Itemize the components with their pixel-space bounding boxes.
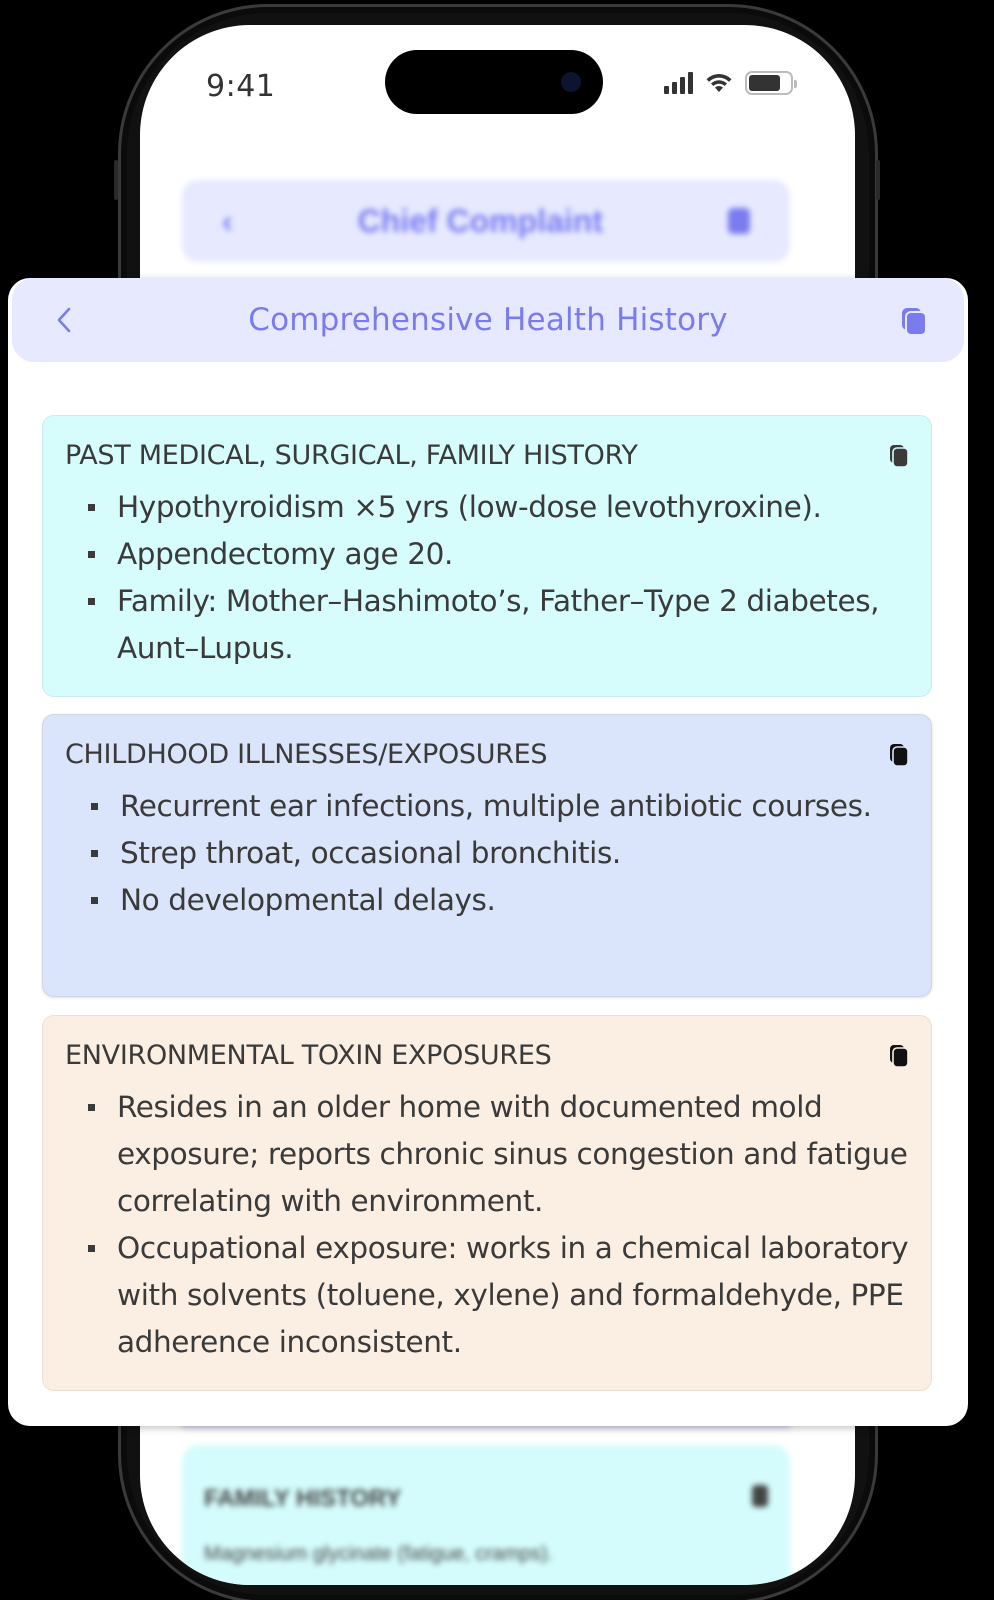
page-title: Comprehensive Health History <box>248 302 728 338</box>
background-card-copy-icon <box>752 1485 768 1507</box>
wifi-icon <box>705 72 733 94</box>
section-copy-button[interactable] <box>889 444 909 468</box>
section-card-environmental <box>42 1015 932 1391</box>
sheet-header <box>12 278 964 362</box>
background-copy-icon <box>728 208 750 234</box>
section-card-past-medical <box>42 415 932 697</box>
background-header-title: Chief Complaint <box>357 202 603 239</box>
copy-icon <box>889 444 909 468</box>
camera-icon <box>561 72 581 92</box>
status-icons <box>664 71 793 95</box>
list-item: Resides in an older home with documented mold exposure; reports chronic sinus congestion and fatigue correlating with environment. <box>117 1084 911 1225</box>
background-card <box>182 1445 790 1585</box>
chevron-left-icon <box>56 306 72 334</box>
section-list <box>65 1084 911 1366</box>
copy-icon <box>900 306 928 336</box>
background-header <box>182 180 790 262</box>
section-title: CHILDHOOD ILLNESSES/EXPOSURES <box>65 739 548 770</box>
cellular-signal-icon <box>664 72 693 94</box>
background-card-title: FAMILY HISTORY <box>204 1485 402 1512</box>
section-title: PAST MEDICAL, SURGICAL, FAMILY HISTORY <box>65 440 638 471</box>
section-copy-button[interactable] <box>889 1044 909 1068</box>
list-item: Family: Mother–Hashimoto’s, Father–Type 2 diabetes, Aunt–Lupus. <box>117 578 911 672</box>
background-back-icon: ‹ <box>222 202 233 239</box>
phone-power-button <box>876 160 880 200</box>
list-item: No developmental delays. <box>120 877 911 924</box>
dynamic-island <box>385 50 603 114</box>
section-card-childhood <box>42 714 932 997</box>
list-item: Appendectomy age 20. <box>117 531 911 578</box>
back-button[interactable] <box>50 306 78 334</box>
section-title: ENVIRONMENTAL TOXIN EXPOSURES <box>65 1040 552 1071</box>
status-time: 9:41 <box>206 69 276 104</box>
list-item: Occupational exposure: works in a chemical laboratory with solvents (toluene, xylene) and formaldehyde, PPE adherence inconsistent. <box>117 1225 911 1366</box>
list-item: Hypothyroidism ×5 yrs (low-dose levothyroxine). <box>117 484 911 531</box>
health-history-sheet <box>8 278 968 1426</box>
copy-icon <box>889 1044 909 1068</box>
copy-all-button[interactable] <box>900 306 928 336</box>
copy-icon <box>889 743 909 767</box>
list-item: Recurrent ear infections, multiple antibiotic courses. <box>120 783 911 830</box>
battery-icon <box>745 71 793 95</box>
background-card-text: Magnesium glycinate (fatigue, cramps). <box>204 1543 554 1565</box>
phone-mute-button <box>114 160 118 200</box>
section-list <box>65 783 911 924</box>
section-copy-button[interactable] <box>889 743 909 767</box>
section-list <box>65 484 911 672</box>
list-item: Strep throat, occasional bronchitis. <box>120 830 911 877</box>
